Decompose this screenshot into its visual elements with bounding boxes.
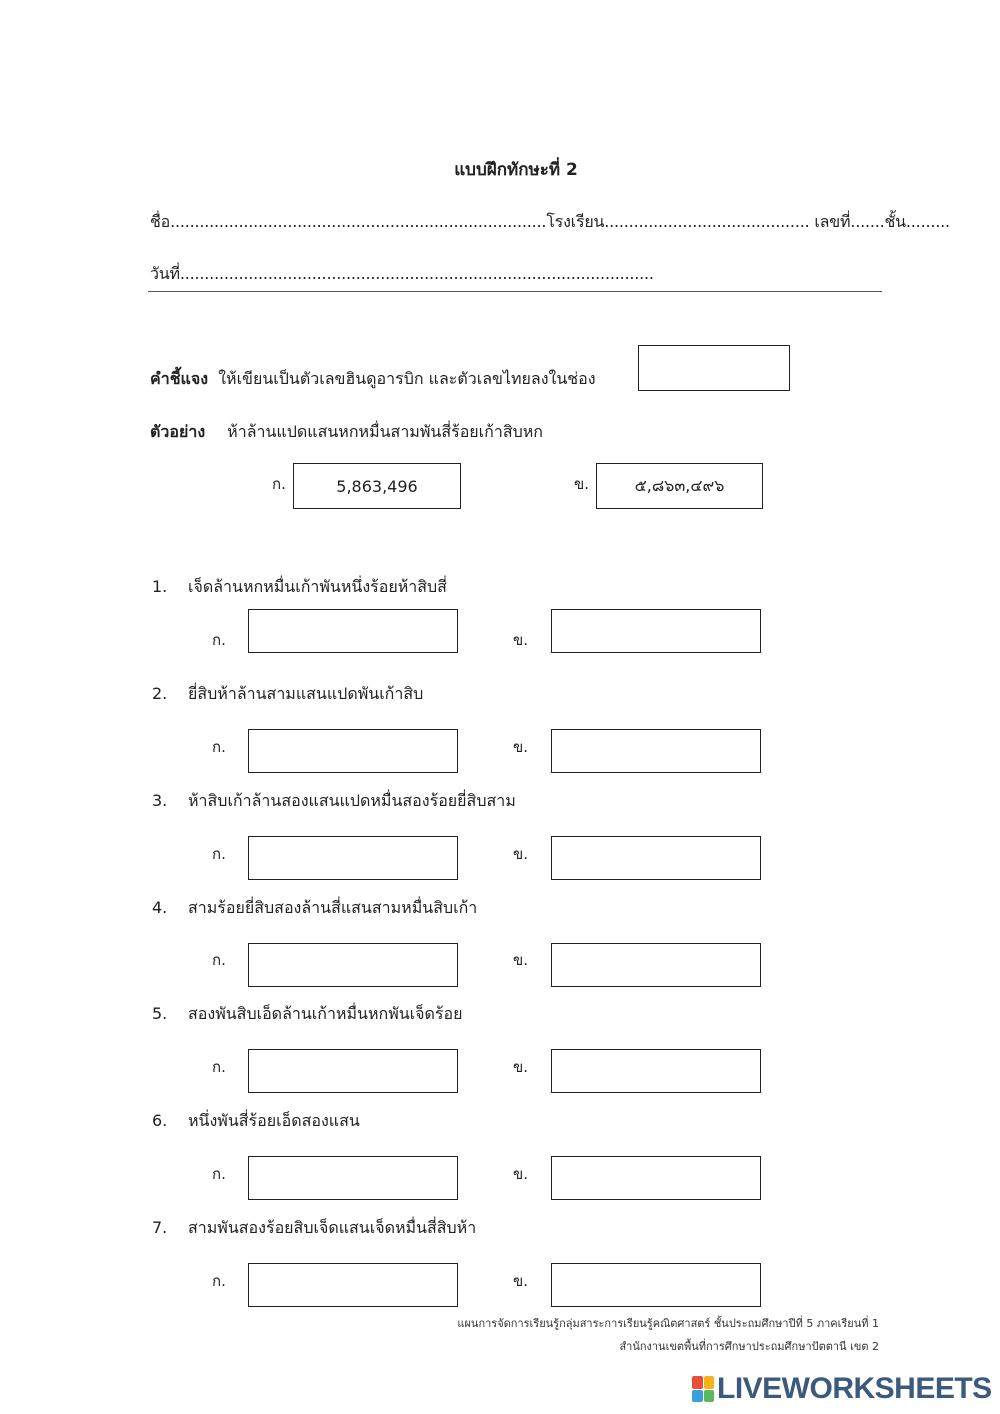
logo-mark-icon	[692, 1376, 714, 1402]
question-3: 3. ห้าสิบเก้าล้านสองแสนแปดหมื่นสองร้อยยี่สิบสาม	[152, 791, 516, 810]
header-divider	[148, 291, 882, 292]
logo-text: LIVEWORKSHEETS	[717, 1372, 992, 1405]
label-b: ข.	[513, 1272, 529, 1290]
answer-3-a[interactable]	[248, 836, 458, 880]
label-b: ข.	[513, 738, 529, 756]
question-text: ห้าสิบเก้าล้านสองแสนแปดหมื่นสองร้อยยี่สิบสาม	[188, 791, 516, 810]
label-a: ก.	[212, 845, 226, 863]
question-text: หนึ่งพันสี่ร้อยเอ็ดสองแสน	[188, 1111, 360, 1130]
label-a: ก.	[212, 1165, 226, 1183]
label-a: ก.	[212, 631, 226, 649]
question-text: สามร้อยยี่สิบสองล้านสี่แสนสามหมื่นสิบเก้า	[188, 898, 478, 917]
answer-7-a[interactable]	[248, 1263, 458, 1307]
answer-7-b[interactable]	[551, 1263, 761, 1307]
question-text: สามพันสองร้อยสิบเจ็ดแสนเจ็ดหมื่นสี่สิบห้า	[188, 1218, 477, 1237]
label-b: ข.	[513, 631, 529, 649]
example-label: ตัวอย่าง	[150, 422, 206, 441]
question-text: ยี่สิบห้าล้านสามแสนแปดพันเก้าสิบ	[188, 684, 424, 703]
question-7: 7. สามพันสองร้อยสิบเจ็ดแสนเจ็ดหมื่นสี่สิบห้า	[152, 1218, 477, 1237]
example-label-a: ก.	[272, 475, 286, 493]
answer-6-a[interactable]	[248, 1156, 458, 1200]
question-text: สองพันสิบเอ็ดล้านเก้าหมื่นหกพันเจ็ดร้อย	[188, 1004, 463, 1023]
date-line: วันที่.................................................................................................	[150, 264, 654, 283]
question-5: 5. สองพันสิบเอ็ดล้านเก้าหมื่นหกพันเจ็ดร้อย	[152, 1004, 463, 1023]
example-label-b: ข.	[574, 475, 590, 493]
label-a: ก.	[212, 1272, 226, 1290]
question-1: 1. เจ็ดล้านหกหมื่นเก้าพันหนึ่งร้อยห้าสิบสี่	[152, 577, 447, 596]
label-a: ก.	[212, 738, 226, 756]
label-a: ก.	[212, 1058, 226, 1076]
answer-5-a[interactable]	[248, 1049, 458, 1093]
instructions	[150, 367, 596, 392]
question-4: 4. สามร้อยยี่สิบสองล้านสี่แสนสามหมื่นสิบเก้า	[152, 898, 478, 917]
instruction-sample-box	[638, 345, 790, 391]
question-2: 2. ยี่สิบห้าล้านสามแสนแปดพันเก้าสิบ	[152, 684, 424, 703]
example	[150, 420, 543, 445]
label-b: ข.	[513, 845, 529, 863]
answer-1-b[interactable]	[551, 609, 761, 653]
example-answer-b: ๕,๘๖๓,๔๙๖	[596, 463, 763, 509]
liveworksheets-logo	[692, 1372, 992, 1406]
answer-1-a[interactable]	[248, 609, 458, 653]
answer-2-a[interactable]	[248, 729, 458, 773]
question-text: เจ็ดล้านหกหมื่นเก้าพันหนึ่งร้อยห้าสิบสี่	[188, 577, 447, 596]
answer-4-a[interactable]	[248, 943, 458, 987]
example-text: ห้าล้านแปดแสนหกหมื่นสามพันสี่ร้อยเก้าสิบหก	[227, 422, 543, 441]
instructions-label: คำชี้แจง	[150, 369, 209, 388]
label-a: ก.	[212, 951, 226, 969]
answer-4-b[interactable]	[551, 943, 761, 987]
footer-line-2: สำนักงานเขตพื้นที่การศึกษาประถมศึกษาปัตตานี เขต 2	[619, 1340, 879, 1353]
name-school-line: ชื่อ.............................................................................โรงเรียน.......................................... เลขที่.......ชั้น.........	[150, 212, 950, 231]
label-b: ข.	[513, 1058, 529, 1076]
question-6: 6. หนึ่งพันสี่ร้อยเอ็ดสองแสน	[152, 1111, 360, 1130]
label-b: ข.	[513, 1165, 529, 1183]
instructions-text: ให้เขียนเป็นตัวเลขฮินดูอารบิก และตัวเลขไทยลงในช่อง	[218, 369, 596, 388]
example-answer-a: 5,863,496	[293, 463, 461, 509]
worksheet-title: แบบฝึกทักษะที่ 2	[454, 160, 578, 180]
answer-3-b[interactable]	[551, 836, 761, 880]
answer-2-b[interactable]	[551, 729, 761, 773]
answer-6-b[interactable]	[551, 1156, 761, 1200]
answer-5-b[interactable]	[551, 1049, 761, 1093]
label-b: ข.	[513, 951, 529, 969]
footer-line-1: แผนการจัดการเรียนรู้กลุ่มสาระการเรียนรู้คณิตศาสตร์ ชั้นประถมศึกษาปีที่ 5 ภาคเรียนที่ 1	[457, 1317, 879, 1330]
